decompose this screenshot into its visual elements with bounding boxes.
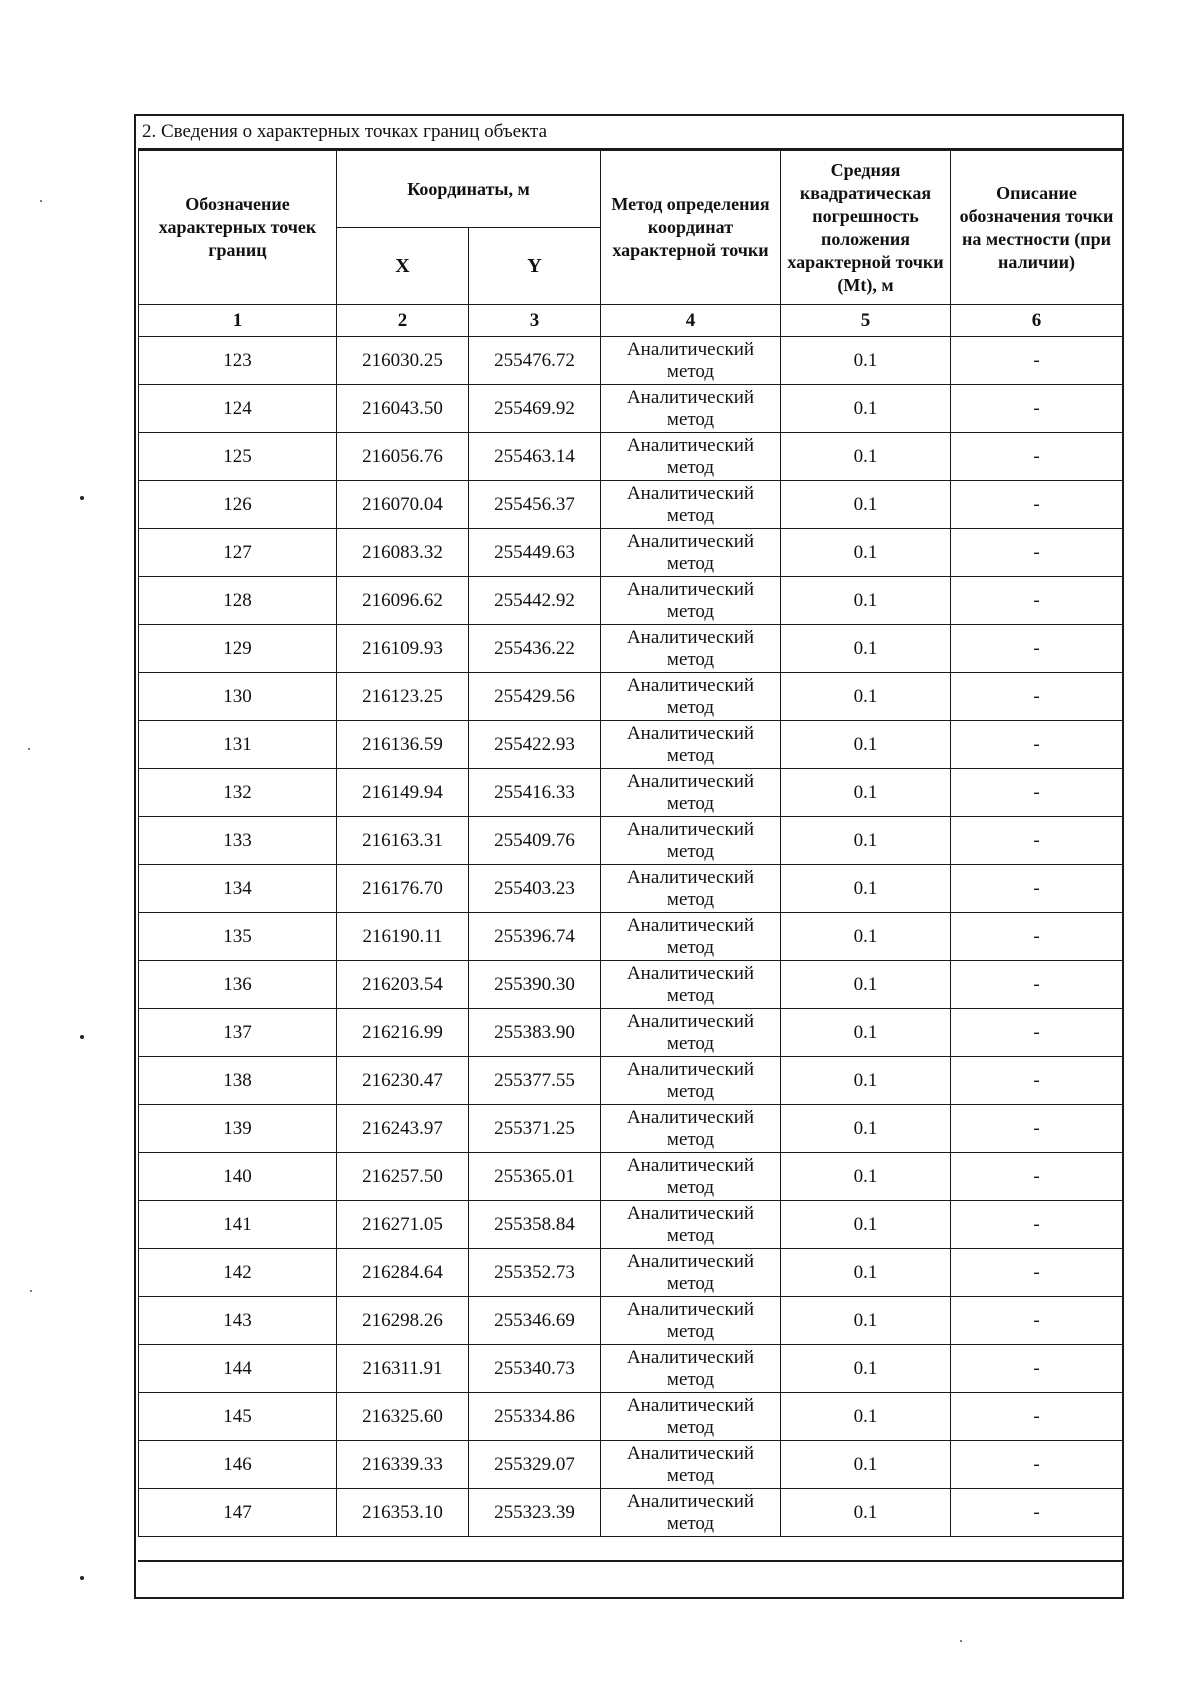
mt-cell: 0.1 [781, 1489, 951, 1537]
x-cell: 216271.05 [337, 1201, 469, 1249]
method-line-2: метод [666, 696, 715, 718]
header-description: Описание обозначения точки на местности (при наличии) [951, 151, 1123, 305]
description-cell: - [951, 1153, 1123, 1201]
mt-cell: 0.1 [781, 1105, 951, 1153]
x-cell: 216043.50 [337, 385, 469, 433]
mt-cell: 0.1 [781, 1249, 951, 1297]
method-line-1: Аналитический [626, 434, 755, 456]
point-cell: 124 [139, 385, 337, 433]
table-row [139, 433, 1123, 481]
header-y: Y [469, 228, 601, 305]
description-cell: - [951, 1489, 1123, 1537]
mt-cell: 0.1 [781, 1057, 951, 1105]
x-cell: 216136.59 [337, 721, 469, 769]
y-cell: 255340.73 [469, 1345, 601, 1393]
method-cell [601, 1441, 781, 1489]
point-cell: 142 [139, 1249, 337, 1297]
method-line-1: Аналитический [626, 578, 755, 600]
method-line-2: метод [666, 1272, 715, 1294]
y-cell: 255358.84 [469, 1201, 601, 1249]
y-cell: 255390.30 [469, 961, 601, 1009]
table-row [139, 769, 1123, 817]
method-cell [601, 529, 781, 577]
method-line-2: метод [666, 360, 715, 382]
method-line-1: Аналитический [626, 722, 755, 744]
method-line-1: Аналитический [626, 770, 755, 792]
mt-cell: 0.1 [781, 961, 951, 1009]
point-cell: 129 [139, 625, 337, 673]
y-cell: 255416.33 [469, 769, 601, 817]
description-cell: - [951, 817, 1123, 865]
column-number: 6 [951, 305, 1123, 337]
method-line-2: метод [666, 744, 715, 766]
method-line-2: метод [666, 600, 715, 622]
method-cell [601, 625, 781, 673]
mt-cell: 0.1 [781, 577, 951, 625]
header-coordinates: Координаты, м [337, 151, 601, 228]
scan-speck [960, 1640, 962, 1642]
x-cell: 216123.25 [337, 673, 469, 721]
method-cell [601, 1393, 781, 1441]
description-cell: - [951, 673, 1123, 721]
mt-cell: 0.1 [781, 337, 951, 385]
x-cell: 216096.62 [337, 577, 469, 625]
x-cell: 216056.76 [337, 433, 469, 481]
description-cell: - [951, 1249, 1123, 1297]
y-cell: 255463.14 [469, 433, 601, 481]
x-cell: 216149.94 [337, 769, 469, 817]
method-line-2: метод [666, 1416, 715, 1438]
method-line-1: Аналитический [626, 1442, 755, 1464]
mt-cell: 0.1 [781, 433, 951, 481]
scan-speck [80, 1035, 84, 1039]
x-cell: 216243.97 [337, 1105, 469, 1153]
y-cell: 255442.92 [469, 577, 601, 625]
method-line-1: Аналитический [626, 1106, 755, 1128]
y-cell: 255383.90 [469, 1009, 601, 1057]
header-mt: Средняя квадратическая погрешность положения характерной точки (Mt), м [781, 151, 951, 305]
point-cell: 138 [139, 1057, 337, 1105]
method-line-2: метод [666, 1368, 715, 1390]
x-cell: 216339.33 [337, 1441, 469, 1489]
y-cell: 255449.63 [469, 529, 601, 577]
x-cell: 216257.50 [337, 1153, 469, 1201]
method-line-1: Аналитический [626, 386, 755, 408]
table-row [139, 337, 1123, 385]
method-line-1: Аналитический [626, 1058, 755, 1080]
method-line-2: метод [666, 1512, 715, 1534]
method-line-2: метод [666, 936, 715, 958]
method-line-1: Аналитический [626, 1298, 755, 1320]
x-cell: 216325.60 [337, 1393, 469, 1441]
y-cell: 255436.22 [469, 625, 601, 673]
y-cell: 255409.76 [469, 817, 601, 865]
method-cell [601, 865, 781, 913]
method-line-2: метод [666, 1320, 715, 1342]
point-cell: 139 [139, 1105, 337, 1153]
table-row [139, 1153, 1123, 1201]
column-number: 2 [337, 305, 469, 337]
boundary-points-table [138, 150, 1123, 1537]
table-frame [134, 114, 1124, 1599]
table-row [139, 1393, 1123, 1441]
mt-cell: 0.1 [781, 481, 951, 529]
method-cell [601, 1345, 781, 1393]
scan-speck [28, 748, 30, 750]
header-x: X [337, 228, 469, 305]
point-cell: 130 [139, 673, 337, 721]
table-row [139, 1057, 1123, 1105]
description-cell: - [951, 1009, 1123, 1057]
method-line-1: Аналитический [626, 1010, 755, 1032]
point-cell: 145 [139, 1393, 337, 1441]
method-cell [601, 1009, 781, 1057]
table-row [139, 577, 1123, 625]
method-line-1: Аналитический [626, 1202, 755, 1224]
method-line-2: метод [666, 1176, 715, 1198]
method-cell [601, 337, 781, 385]
mt-cell: 0.1 [781, 1201, 951, 1249]
table-row [139, 625, 1123, 673]
method-line-2: метод [666, 456, 715, 478]
x-cell: 216070.04 [337, 481, 469, 529]
y-cell: 255346.69 [469, 1297, 601, 1345]
point-cell: 132 [139, 769, 337, 817]
column-number: 5 [781, 305, 951, 337]
point-cell: 126 [139, 481, 337, 529]
method-cell [601, 721, 781, 769]
y-cell: 255396.74 [469, 913, 601, 961]
point-cell: 144 [139, 1345, 337, 1393]
point-cell: 140 [139, 1153, 337, 1201]
point-cell: 128 [139, 577, 337, 625]
mt-cell: 0.1 [781, 1009, 951, 1057]
mt-cell: 0.1 [781, 625, 951, 673]
method-line-2: метод [666, 1080, 715, 1102]
method-line-1: Аналитический [626, 338, 755, 360]
method-cell [601, 817, 781, 865]
x-cell: 216311.91 [337, 1345, 469, 1393]
y-cell: 255456.37 [469, 481, 601, 529]
point-cell: 133 [139, 817, 337, 865]
method-line-1: Аналитический [626, 674, 755, 696]
method-line-2: метод [666, 1464, 715, 1486]
x-cell: 216030.25 [337, 337, 469, 385]
method-line-2: метод [666, 888, 715, 910]
table-row [139, 481, 1123, 529]
method-line-2: метод [666, 648, 715, 670]
mt-cell: 0.1 [781, 1153, 951, 1201]
mt-cell: 0.1 [781, 1393, 951, 1441]
description-cell: - [951, 1297, 1123, 1345]
method-cell [601, 961, 781, 1009]
mt-cell: 0.1 [781, 385, 951, 433]
method-line-1: Аналитический [626, 1250, 755, 1272]
table-row [139, 1441, 1123, 1489]
description-cell: - [951, 1057, 1123, 1105]
table-row [139, 817, 1123, 865]
y-cell: 255469.92 [469, 385, 601, 433]
x-cell: 216230.47 [337, 1057, 469, 1105]
description-cell: - [951, 481, 1123, 529]
y-cell: 255476.72 [469, 337, 601, 385]
y-cell: 255371.25 [469, 1105, 601, 1153]
mt-cell: 0.1 [781, 1441, 951, 1489]
scan-speck [40, 200, 42, 202]
point-cell: 135 [139, 913, 337, 961]
description-cell: - [951, 961, 1123, 1009]
method-cell [601, 1201, 781, 1249]
table-row [139, 865, 1123, 913]
scan-speck [80, 496, 84, 500]
method-line-1: Аналитический [626, 866, 755, 888]
point-cell: 123 [139, 337, 337, 385]
x-cell: 216353.10 [337, 1489, 469, 1537]
method-line-2: метод [666, 1128, 715, 1150]
method-cell [601, 769, 781, 817]
y-cell: 255334.86 [469, 1393, 601, 1441]
point-cell: 131 [139, 721, 337, 769]
table-row [139, 529, 1123, 577]
method-cell [601, 433, 781, 481]
table-row [139, 1489, 1123, 1537]
method-cell [601, 1489, 781, 1537]
description-cell: - [951, 385, 1123, 433]
description-cell: - [951, 865, 1123, 913]
table-row [139, 1249, 1123, 1297]
description-cell: - [951, 337, 1123, 385]
table-row [139, 385, 1123, 433]
table-row [139, 1009, 1123, 1057]
y-cell: 255323.39 [469, 1489, 601, 1537]
mt-cell: 0.1 [781, 769, 951, 817]
method-line-1: Аналитический [626, 1154, 755, 1176]
description-cell: - [951, 769, 1123, 817]
method-cell [601, 577, 781, 625]
method-line-2: метод [666, 504, 715, 526]
description-cell: - [951, 577, 1123, 625]
x-cell: 216298.26 [337, 1297, 469, 1345]
description-cell: - [951, 625, 1123, 673]
method-cell [601, 481, 781, 529]
x-cell: 216203.54 [337, 961, 469, 1009]
method-line-2: метод [666, 1032, 715, 1054]
table-row [139, 721, 1123, 769]
method-line-2: метод [666, 408, 715, 430]
table-row [139, 1105, 1123, 1153]
x-cell: 216083.32 [337, 529, 469, 577]
method-cell [601, 1249, 781, 1297]
x-cell: 216109.93 [337, 625, 469, 673]
point-cell: 143 [139, 1297, 337, 1345]
method-line-2: метод [666, 1224, 715, 1246]
point-cell: 125 [139, 433, 337, 481]
header-designation: Обозначение характерных точек границ [139, 151, 337, 305]
method-cell [601, 673, 781, 721]
description-cell: - [951, 1345, 1123, 1393]
header-method: Метод определения координат характерной точки [601, 151, 781, 305]
method-line-2: метод [666, 984, 715, 1006]
x-cell: 216190.11 [337, 913, 469, 961]
table-row [139, 913, 1123, 961]
x-cell: 216284.64 [337, 1249, 469, 1297]
method-line-2: метод [666, 840, 715, 862]
description-cell: - [951, 1201, 1123, 1249]
mt-cell: 0.1 [781, 673, 951, 721]
method-line-1: Аналитический [626, 1490, 755, 1512]
description-cell: - [951, 1441, 1123, 1489]
x-cell: 216176.70 [337, 865, 469, 913]
y-cell: 255429.56 [469, 673, 601, 721]
table-row [139, 673, 1123, 721]
scan-speck [80, 1576, 84, 1580]
scan-speck [30, 1290, 32, 1292]
point-cell: 137 [139, 1009, 337, 1057]
x-cell: 216163.31 [337, 817, 469, 865]
description-cell: - [951, 1393, 1123, 1441]
column-number-row [139, 305, 1123, 337]
method-line-1: Аналитический [626, 914, 755, 936]
method-line-2: метод [666, 552, 715, 574]
column-number: 4 [601, 305, 781, 337]
description-cell: - [951, 721, 1123, 769]
y-cell: 255422.93 [469, 721, 601, 769]
method-cell [601, 1153, 781, 1201]
table-row [139, 1201, 1123, 1249]
mt-cell: 0.1 [781, 817, 951, 865]
x-cell: 216216.99 [337, 1009, 469, 1057]
table-row [139, 1297, 1123, 1345]
point-cell: 147 [139, 1489, 337, 1537]
mt-cell: 0.1 [781, 865, 951, 913]
y-cell: 255329.07 [469, 1441, 601, 1489]
column-number: 3 [469, 305, 601, 337]
method-cell [601, 913, 781, 961]
mt-cell: 0.1 [781, 913, 951, 961]
mt-cell: 0.1 [781, 721, 951, 769]
table-row [139, 1345, 1123, 1393]
method-line-1: Аналитический [626, 626, 755, 648]
description-cell: - [951, 433, 1123, 481]
table-row [139, 961, 1123, 1009]
description-cell: - [951, 1105, 1123, 1153]
method-cell [601, 1105, 781, 1153]
description-cell: - [951, 913, 1123, 961]
method-line-1: Аналитический [626, 1346, 755, 1368]
section-title: 2. Сведения о характерных точках границ объекта [138, 118, 1122, 150]
point-cell: 141 [139, 1201, 337, 1249]
method-line-1: Аналитический [626, 962, 755, 984]
y-cell: 255403.23 [469, 865, 601, 913]
mt-cell: 0.1 [781, 1297, 951, 1345]
description-cell: - [951, 529, 1123, 577]
method-line-1: Аналитический [626, 818, 755, 840]
table-empty-footer-row [138, 1560, 1122, 1595]
mt-cell: 0.1 [781, 529, 951, 577]
point-cell: 134 [139, 865, 337, 913]
method-line-2: метод [666, 792, 715, 814]
method-line-1: Аналитический [626, 530, 755, 552]
method-cell [601, 1057, 781, 1105]
point-cell: 146 [139, 1441, 337, 1489]
point-cell: 127 [139, 529, 337, 577]
y-cell: 255377.55 [469, 1057, 601, 1105]
y-cell: 255352.73 [469, 1249, 601, 1297]
column-number: 1 [139, 305, 337, 337]
y-cell: 255365.01 [469, 1153, 601, 1201]
method-cell [601, 1297, 781, 1345]
mt-cell: 0.1 [781, 1345, 951, 1393]
method-line-1: Аналитический [626, 1394, 755, 1416]
method-line-1: Аналитический [626, 482, 755, 504]
point-cell: 136 [139, 961, 337, 1009]
method-cell [601, 385, 781, 433]
